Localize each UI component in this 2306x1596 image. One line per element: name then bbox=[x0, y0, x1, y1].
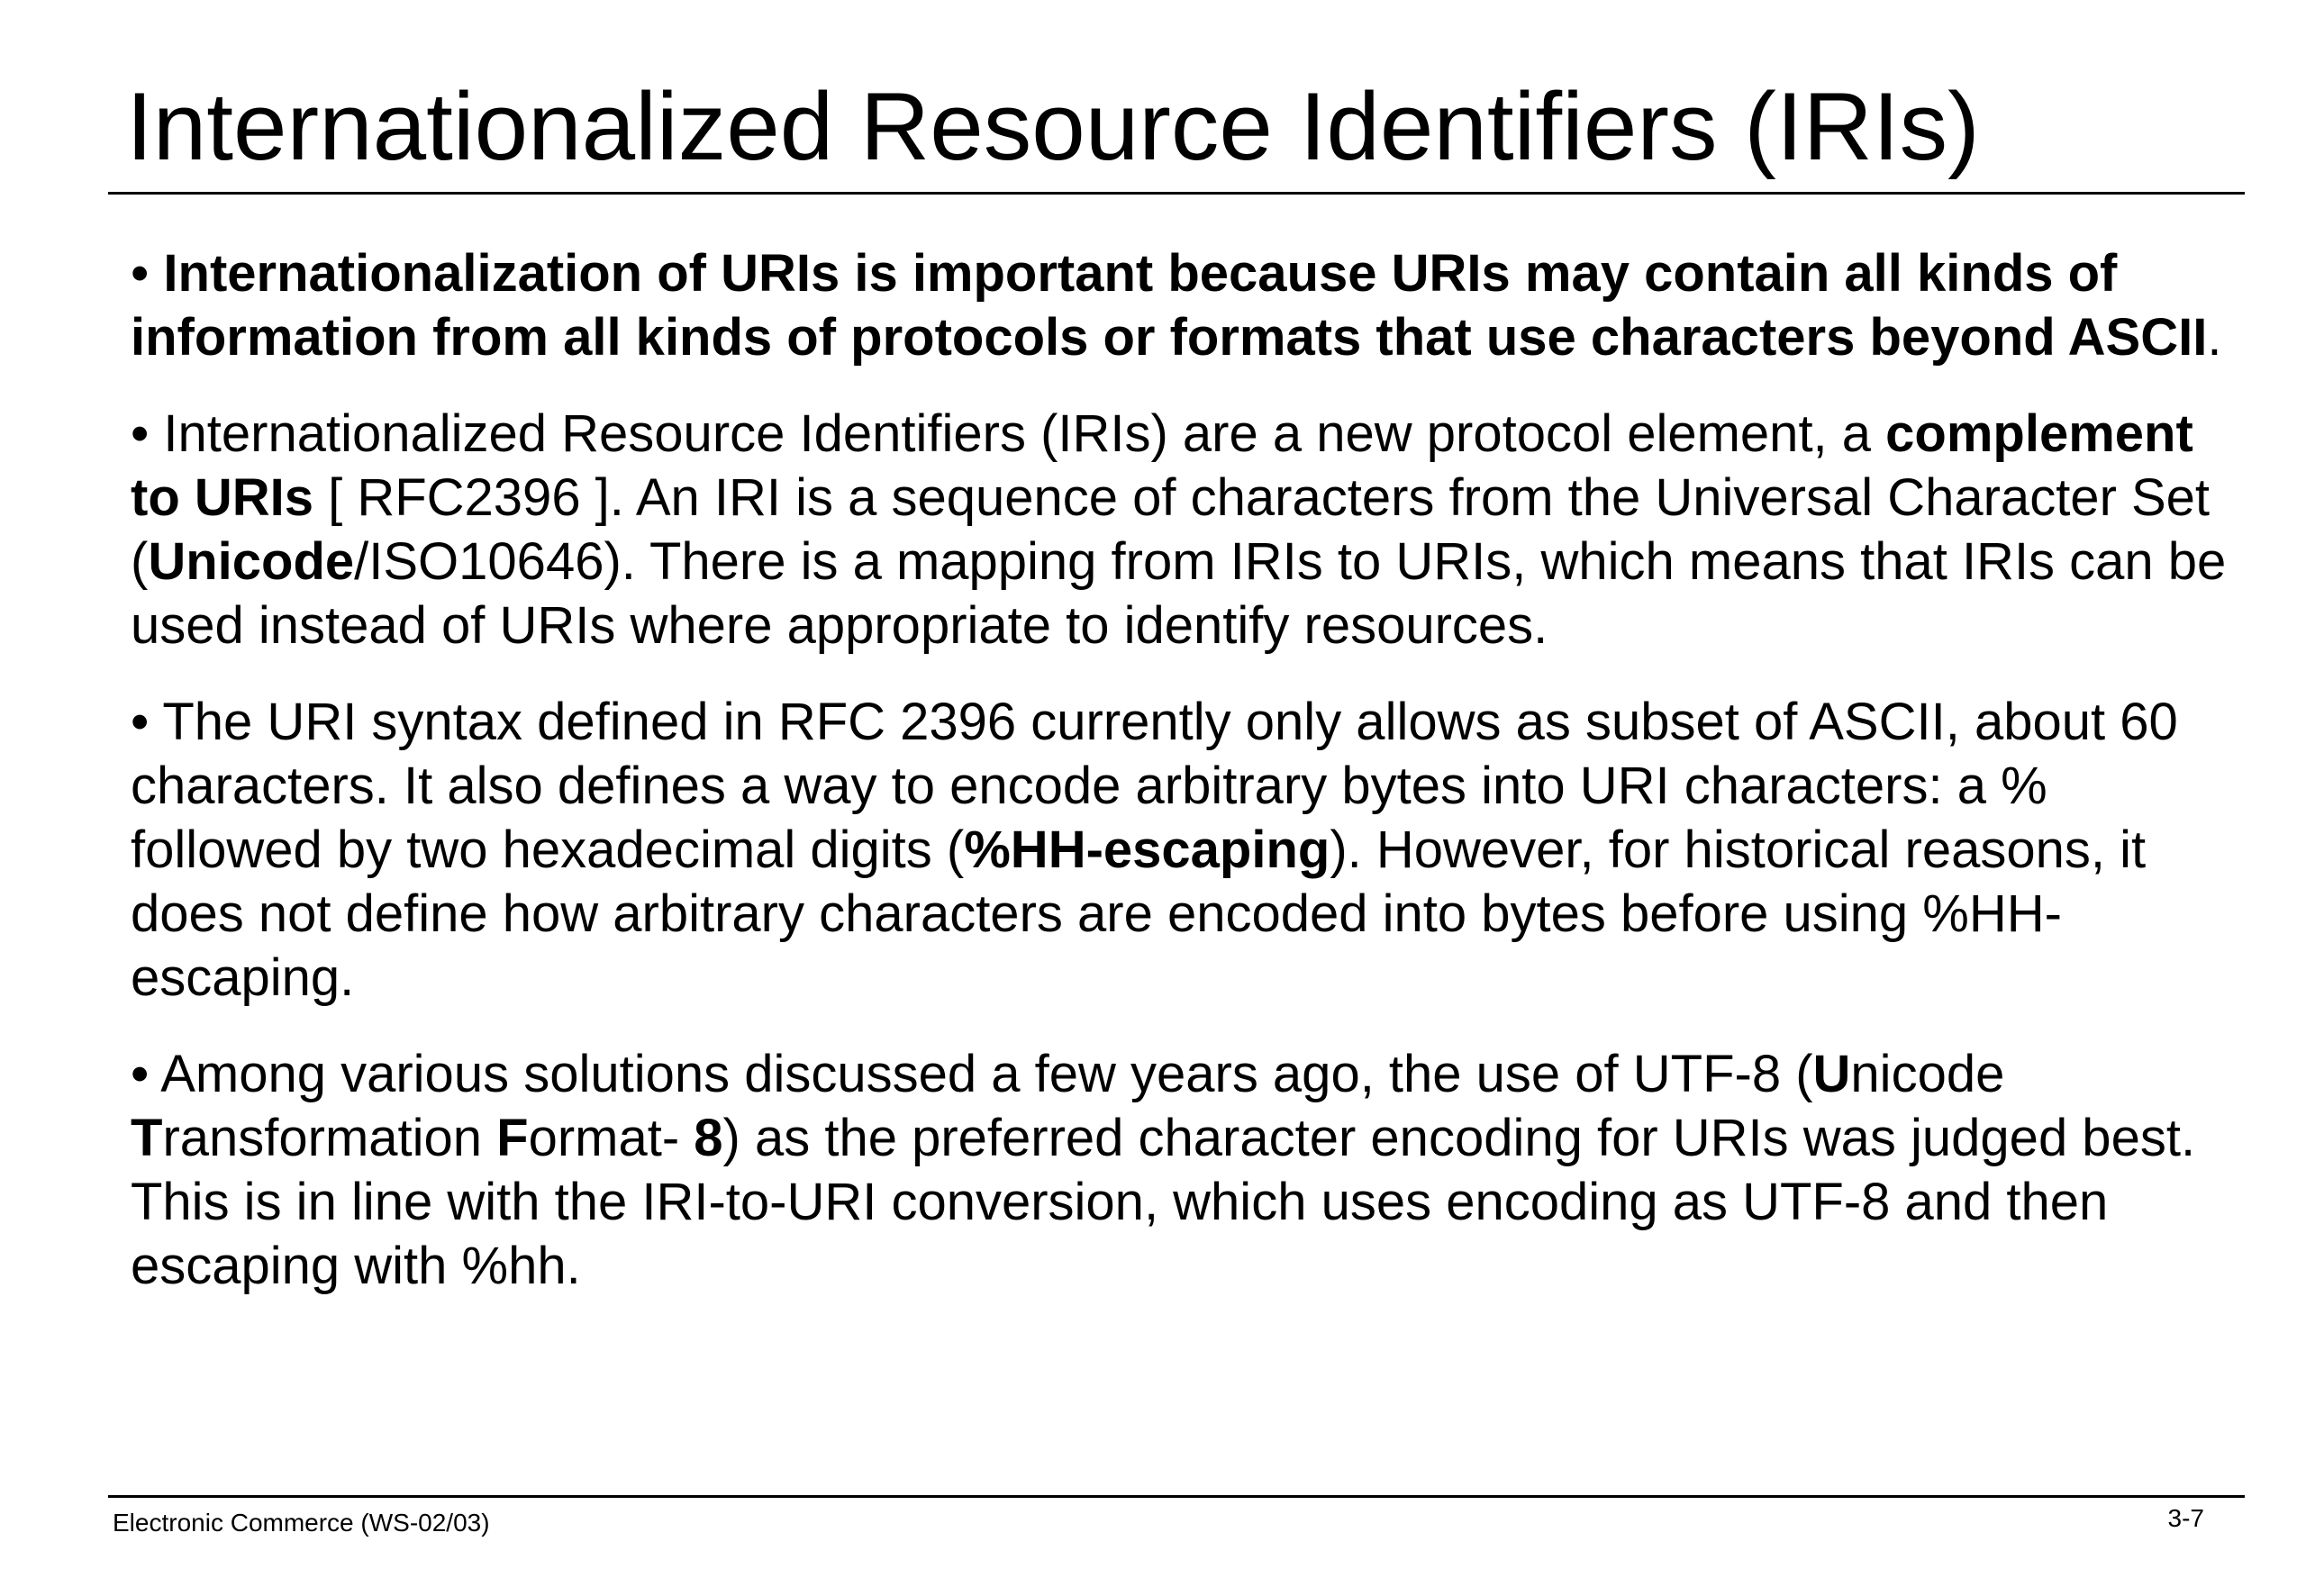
bullet-utf8-solution bbox=[131, 1042, 2247, 1298]
bullet-segment: . bbox=[2207, 308, 2222, 367]
bullet-segment: ransformation bbox=[162, 1109, 497, 1167]
bullet-segment: • Among various solutions discussed a few years ago, the use of UTF-8 ( bbox=[131, 1045, 1813, 1103]
footer-divider bbox=[108, 1495, 2245, 1498]
bullet-segment-bold: Unicode bbox=[148, 532, 355, 591]
footer-page-number: 3-7 bbox=[2167, 1504, 2204, 1532]
bullet-segment: • Internationalized Resource Identifiers (IRIs) are a new protocol element, a bbox=[131, 404, 1886, 463]
bullet-internationalization-importance bbox=[131, 241, 2247, 369]
bullet-segment: [ RFC2396 ]. An IRI is a sequence of characters from the Universal Character Set ( bbox=[131, 468, 2211, 591]
bullet-segment-bold: %HH-escaping bbox=[964, 821, 1330, 879]
bullet-segment: • The URI syntax defined in RFC 2396 currently only allows as subset of ASCII, about 60 characters. It also defines a way to encode arbitrary bytes into URI characters: a % followed by two hexadecimal digits ( bbox=[131, 693, 2178, 879]
bullet-segment-bold: T bbox=[131, 1109, 163, 1167]
bullet-segment-bold: U bbox=[1812, 1045, 1851, 1103]
bullet-segment: ) as the preferred character encoding for URIs was judged best. This is in line with the IRI-to-URI conversion, which uses encoding as UTF-8 and then escaping with %hh. bbox=[131, 1109, 2196, 1295]
bullet-segment-bold: Internationalization of URIs is important because URIs may contain all kinds of information from all kinds of protocols or formats that use characters beyond ASCII bbox=[131, 244, 2208, 367]
slide-body bbox=[131, 241, 2247, 1330]
bullet-segment-bold: 8 bbox=[694, 1109, 723, 1167]
bullet-iri-definition bbox=[131, 402, 2247, 657]
bullet-segment-bold: complement to URIs bbox=[131, 404, 2193, 527]
bullet-uri-syntax bbox=[131, 690, 2247, 1010]
title-divider bbox=[108, 192, 2245, 195]
bullet-segment: ). However, for historical reasons, it does not define how arbitrary characters are encoded into bytes before using %HH-escaping. bbox=[131, 821, 2147, 1007]
bullet-segment: • bbox=[131, 244, 164, 303]
slide-title: Internationalized Resource Identifiers (IRIs) bbox=[126, 72, 1980, 180]
footer-course-label: Electronic Commerce (WS-02/03) bbox=[113, 1509, 490, 1537]
bullet-segment: nicode bbox=[1850, 1045, 2005, 1103]
bullet-segment: ormat- bbox=[528, 1109, 695, 1167]
bullet-segment-bold: F bbox=[496, 1109, 529, 1167]
bullet-segment: /ISO10646). There is a mapping from IRIs to URIs, which means that IRIs can be used instead of URIs where appropriate to identify resources. bbox=[131, 532, 2227, 655]
